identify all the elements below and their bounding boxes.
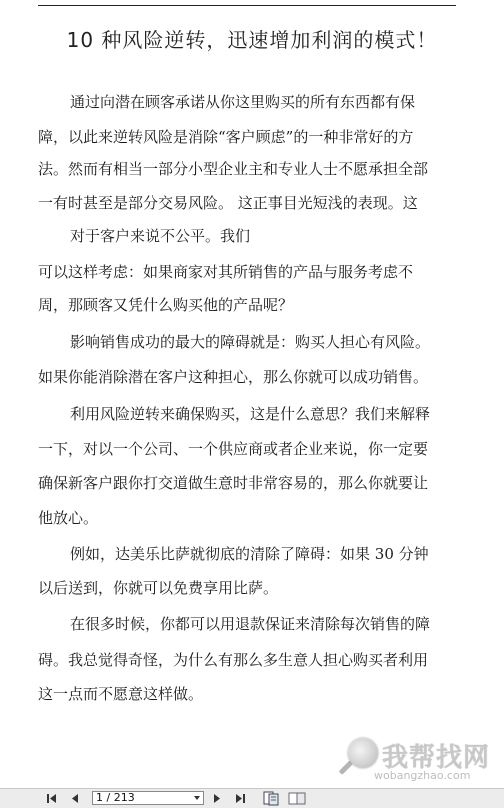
text-line: 例如，达美乐比萨就彻底的清除了障碍：如果 30 分钟 [70, 545, 429, 563]
text-line: 在很多时候，你都可以用退款保证来清除每次销售的障 [70, 615, 431, 633]
last-page-button[interactable] [232, 791, 248, 806]
text-line: 这一点而不愿意这样做。 [38, 685, 204, 703]
document-title: 10 种风险逆转，迅速增加利润的模式！ [66, 28, 438, 52]
magnifier-icon [348, 738, 378, 768]
prev-page-button[interactable] [68, 791, 82, 806]
single-page-view-button[interactable] [262, 791, 280, 806]
next-page-icon [210, 791, 224, 806]
text-line: 如果你能消除潜在客户这种担心，那么你就可以成功销售。 [38, 368, 429, 386]
text-line: 通过向潜在顾客承诺从你这里购买的所有东西都有保 [70, 93, 416, 111]
watermark-name: 我帮找网 [382, 743, 491, 773]
two-page-view-button[interactable] [288, 791, 306, 806]
prev-page-icon [68, 791, 82, 806]
text-line: 以后送到，你就可以免费享用比萨。 [38, 579, 279, 597]
viewer-toolbar [0, 788, 504, 808]
first-page-button[interactable] [44, 791, 60, 806]
last-page-icon [232, 791, 248, 806]
first-page-icon [44, 791, 60, 806]
text-line: 确保新客户跟你打交道做生意时非常容易的，那么你就要让 [38, 474, 429, 492]
text-line: 碍。我总觉得奇怪，为什么有那么多生意人担心购买者利用 [38, 651, 429, 669]
text-line: 障，以此来逆转风险是消除“客户顾虑”的一种非常好的方 [38, 128, 414, 146]
watermark [330, 735, 500, 785]
text-line: 利用风险逆转来确保购买，这是什么意思？我们来解释 [70, 405, 431, 423]
page-number-select[interactable] [92, 791, 204, 805]
watermark-url: wobangzhao.com [374, 769, 471, 782]
page-number-value: 1 / 213 [96, 791, 135, 804]
text-line: 一有时甚至是部分交易风险。 这正事目光短浅的表现。这 [38, 194, 418, 212]
single-page-view-icon [262, 791, 280, 806]
text-line: 他放心。 [38, 509, 99, 527]
text-line: 周，那顾客又凭什么购买他的产品呢？ [38, 296, 294, 314]
text-line: 法。然而有相当一部分小型企业主和专业人士不愿承担全部 [38, 160, 429, 178]
next-page-button[interactable] [210, 791, 224, 806]
top-rule [38, 5, 456, 6]
text-line: 影响销售成功的最大的障碍就是：购买人担心有风险。 [70, 333, 431, 351]
text-line: 一下，对以一个公司、一个供应商或者企业来说，你一定要 [38, 440, 429, 458]
two-page-view-icon [288, 791, 306, 806]
text-line: 对于客户来说不公平。我们 [70, 227, 251, 245]
text-line: 可以这样考虑：如果商家对其所销售的产品与服务考虑不 [38, 263, 414, 281]
chevron-down-icon [194, 796, 200, 800]
